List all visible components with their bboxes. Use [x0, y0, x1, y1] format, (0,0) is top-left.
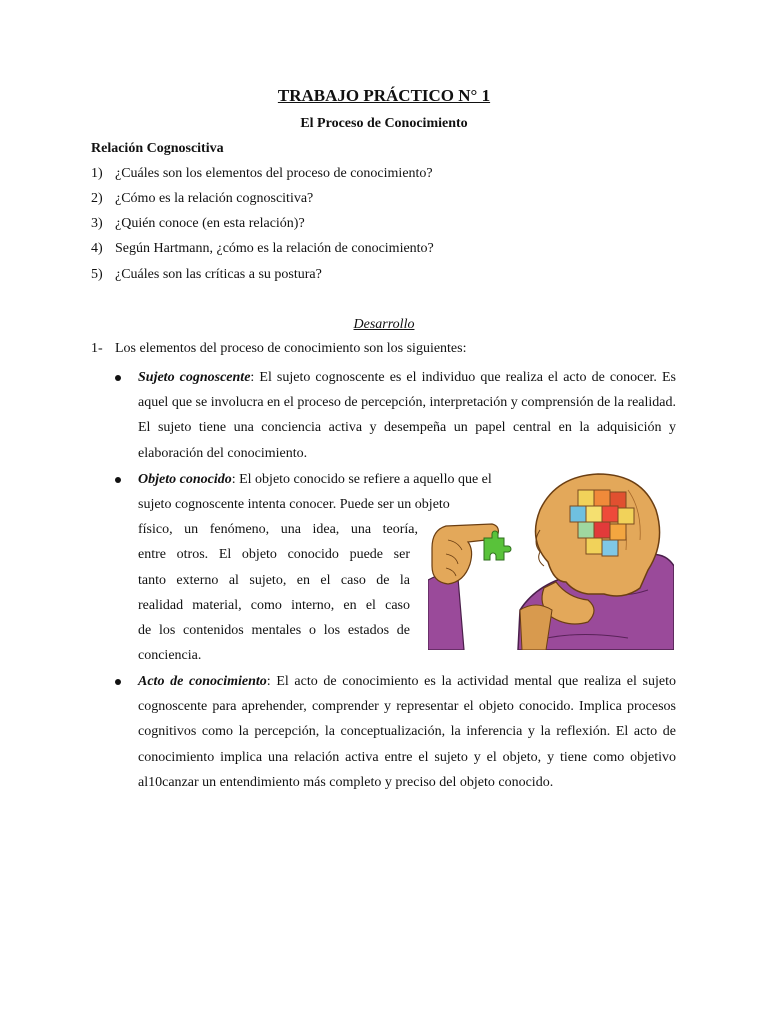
- bullet-line: Objeto conocido: El objeto conocido se refiere a aquello que el: [138, 472, 492, 487]
- bullet-line: realidad material, como interno, en el caso: [138, 598, 410, 613]
- question-item: 4) Según Hartmann, ¿cómo es la relación de conocimiento?: [91, 241, 434, 256]
- bullet-line: físico, un fenómeno, una idea, una teoría,: [138, 522, 418, 537]
- development-intro: 1- Los elementos del proceso de conocimiento son los siguientes:: [91, 341, 467, 356]
- question-item: 3) ¿Quién conoce (en esta relación)?: [91, 216, 305, 231]
- thinking-head-puzzle-brain-icon: [428, 470, 674, 650]
- bullet-line: conciencia.: [138, 648, 202, 663]
- bullet-paragraph-sujeto: Sujeto cognoscente: El sujeto cognoscente es el individuo que realiza el acto de conocer. Es aquel que se involucra en el proceso de percepción, interpretación y comprensión de la realidad. El sujeto tiene una conciencia activa y desempeña un papel central en la adquisición y elaboración del conocimiento.: [138, 370, 677, 461]
- document-title: TRABAJO PRÁCTICO N° 1: [277, 86, 491, 105]
- question-item: 5) ¿Cuáles son las críticas a su postura?: [91, 267, 322, 282]
- bullet-line: de los contenidos mentales o los estados de: [138, 623, 410, 638]
- section-heading: Relación Cognoscitiva: [91, 141, 224, 156]
- bullet-icon: [115, 679, 121, 685]
- bullet-icon: [115, 375, 121, 381]
- question-item: 2) ¿Cómo es la relación cognoscitiva?: [91, 191, 314, 206]
- development-heading: Desarrollo: [353, 317, 415, 332]
- bullet-line: tanto externo al sujeto, en el caso de la: [138, 573, 410, 588]
- bullet-line: sujeto cognoscente intenta conocer. Puede ser un objeto: [138, 497, 450, 512]
- bullet-line: entre otros. El objeto conocido puede ser: [138, 547, 410, 562]
- document-subtitle: El Proceso de Conocimiento: [300, 116, 468, 131]
- bullet-icon: [115, 477, 121, 483]
- bullet-paragraph-acto: Acto de conocimiento: El acto de conocimiento es la actividad mental que realiza el sujeto cognoscente para aprehender, comprender y representar el objeto conocido. Implica procesos cognitivos como la percepción, la conceptualización, la inferencia y la reflexión. El acto de conocimiento implica una relación activa entre el sujeto y el objeto, y tiene como objetivo al10canzar un entendimiento más completo y preciso del objeto conocido.: [138, 674, 676, 790]
- question-item: 1) ¿Cuáles son los elementos del proceso de conocimiento?: [91, 166, 433, 181]
